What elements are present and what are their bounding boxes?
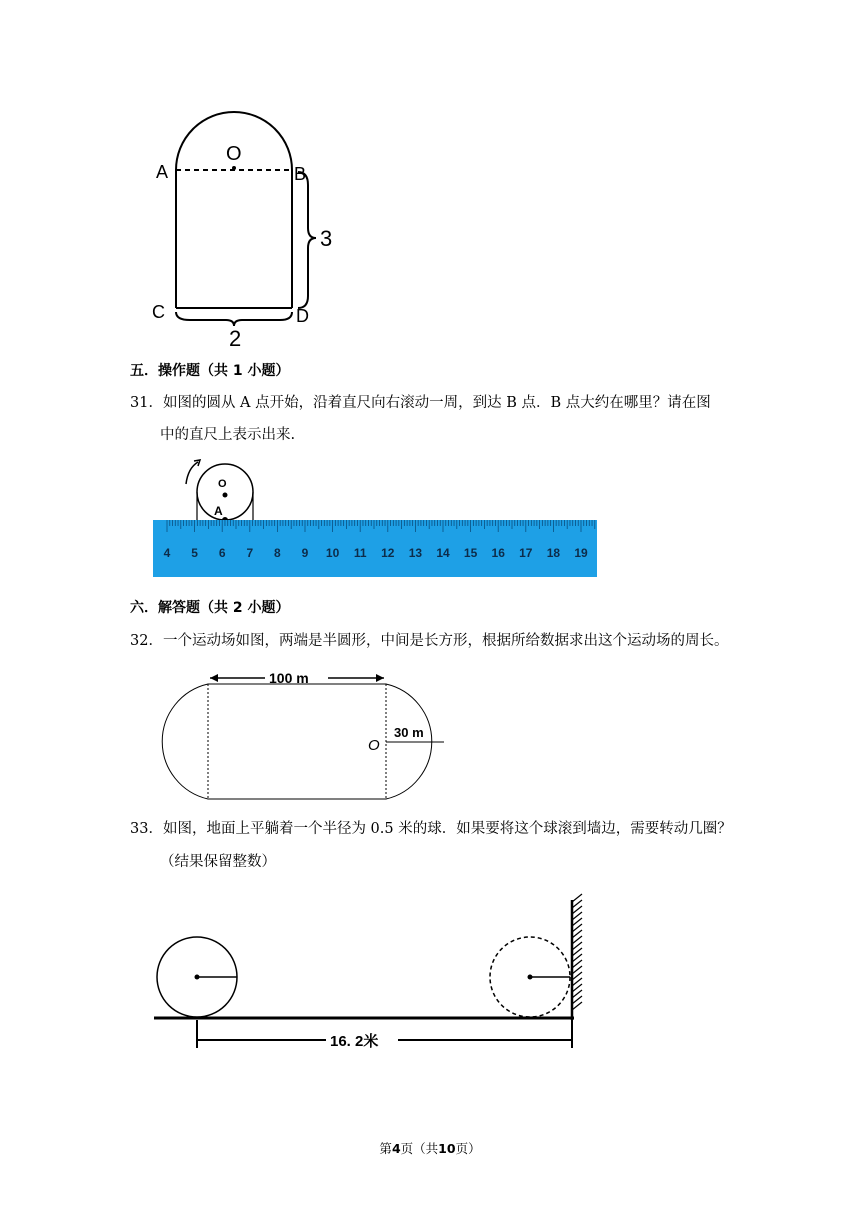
ruler-number: 6 (218, 546, 226, 560)
ruler-number: 19 (574, 546, 588, 560)
question-31-line2: 中的直尺上表示出来. (160, 427, 296, 443)
footer-total-pages: 10 (438, 1141, 456, 1156)
ruler-number: 18 (546, 546, 561, 560)
footer-prefix: 第 (379, 1141, 392, 1156)
label-d: D (296, 306, 309, 326)
label-b: B (294, 164, 307, 184)
figure-track (150, 664, 450, 806)
center-o-label: O (368, 737, 380, 754)
wall-hatching (572, 894, 582, 1010)
ruler-number: 14 (436, 546, 450, 560)
label-width: 2 (229, 326, 242, 351)
ruler-number: 8 (274, 546, 281, 560)
point-a-label: A (214, 504, 223, 518)
distance-label: 16. 2米 (330, 1033, 379, 1050)
label-o: O (226, 143, 242, 165)
question-33-line2: （结果保留整数） (160, 854, 276, 870)
footer-page-number: 4 (391, 1141, 401, 1156)
ruler-number: 4 (163, 546, 171, 560)
figure-ruler-circle (150, 458, 600, 580)
ruler-number: 5 (191, 546, 198, 560)
circle-center-label: O (218, 478, 227, 490)
page-footer (0, 1139, 860, 1157)
question-32: 32．一个运动场如图，两端是半圆形，中间是长方形，根据所给数据求出这个运动场的周长。 (130, 633, 729, 649)
ruler-number: 11 (353, 546, 367, 560)
label-a: A (156, 162, 169, 182)
ruler-number: 12 (381, 546, 395, 560)
radius-label: 30 m (394, 725, 424, 740)
section-heading-answer: 六．解答题（共 2 小题） (130, 600, 290, 616)
question-31-line1: 31．如图的圆从 A 点开始，沿着直尺向右滚动一周，到达 B 点．B 点大约在哪里？请在图 (130, 395, 711, 411)
ruler-number: 13 (408, 546, 423, 560)
length-label: 100 m (269, 670, 309, 686)
ruler-number: 10 (325, 546, 340, 560)
label-c: C (152, 302, 165, 322)
label-height: 3 (320, 226, 333, 251)
figure-ball-wall (150, 890, 590, 1052)
footer-middle: 页（共 (400, 1141, 439, 1156)
section-heading-operation: 五．操作题（共 1 小题） (130, 363, 290, 379)
ruler-number: 7 (246, 546, 254, 560)
footer-suffix: 页） (455, 1141, 481, 1156)
question-33-line1: 33．如图，地面上平躺着一个半径为 0.5 米的球．如果要将这个球滚到墙边，需要转动几圈？ (130, 821, 732, 837)
ruler-number: 16 (491, 546, 505, 560)
ruler-number: 17 (519, 546, 533, 560)
rolling-circle (197, 464, 253, 520)
ruler-number: 9 (301, 546, 309, 560)
ruler-number: 15 (463, 546, 478, 560)
figure-rect-semicircle (140, 100, 360, 360)
